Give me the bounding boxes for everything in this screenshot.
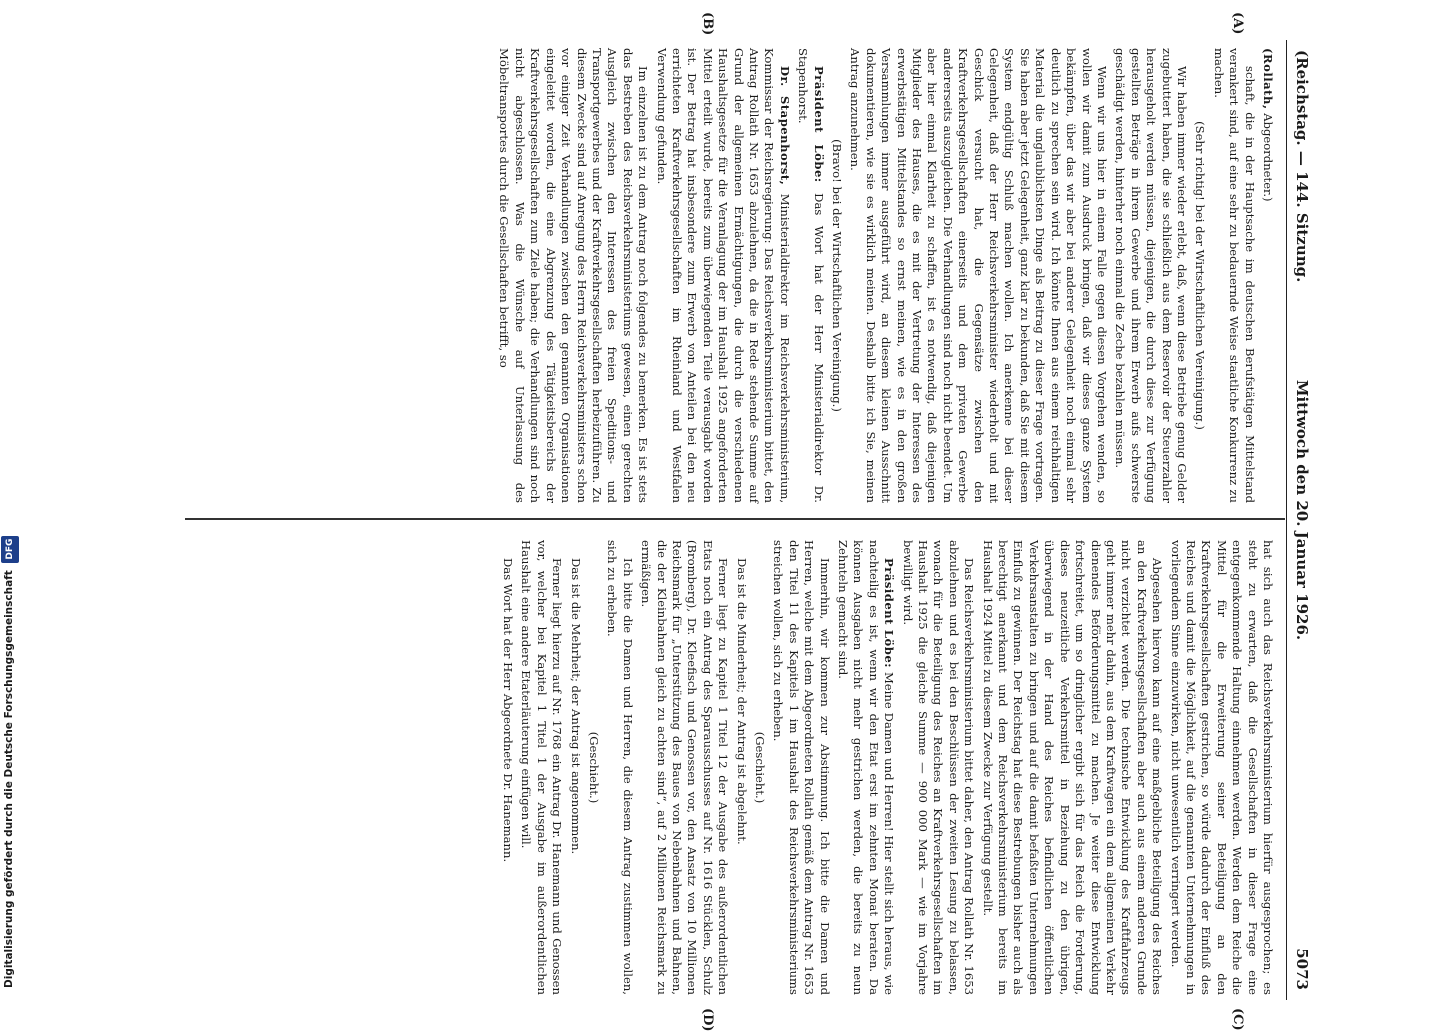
credit-text: Digitalisierung gefördert durch die Deutsche Forschungsgemeinschaft xyxy=(3,570,15,988)
body-paragraph: schaft, die in der Hauptsache im deutschen Berufstätigen Mittelstand verankert sind, auf eine sehr zu bedauernde Weise staatliche Konkurrenz zu machen. xyxy=(1211,48,1257,503)
margin-mark-c: (C) xyxy=(1230,1008,1245,1031)
body-paragraph: hat sich auch das Reichsverkehrsministerium hierfür ausgesprochen; es steht zu erwarten, daß die Gesellschaften in dieser Frage eine entgegenkommende Haltung einnehmen werden. Werden dem Reiche die Mittel für die Erweiterung seiner Beteiligung an den Kraftverkehrsgesellschaften gestrichen, so würde dadurch der Einfluß des Reiches und damit die Möglichkeit, auf die genannten Unternehmungen in vorliegendem Sinne einzuwirken, nicht unwesentlich verringert werden. xyxy=(1168,540,1275,995)
speech-text: Das Wort hat der Herr Ministerialdirektor Dr. Stapenhorst. xyxy=(796,48,826,503)
speech-paragraph xyxy=(653,48,792,503)
body-paragraph: Im einzelnen ist zu dem Antrag noch folgendes zu bemerken. Es ist stets das Bestreben des Reichsverkehrsministeriums gewesen, einen gerechten Ausgleich zwischen den Interessen des freien Speditions- und Transportgewerbes und der Kraftverkehrsgesellschaften herbeizuführen. Zu diesem Zwecke sind auf Anregung des Herrn Reichsverkehrsministers schon vor einiger Zeit Verhandlungen zwischen den genannten Organisationen eingeleitet worden, die eine Abgrenzung des Tätigkeitsbereichs der Kraftverkehrsgesellschaften zum Ziele haben; die Verhandlungen sind noch nicht abgeschlossen. Was die Wünsche auf Unterlassung des Möbeltransportes durch die Gesellschaften betrifft, so xyxy=(497,48,651,503)
body-paragraph: Das ist die Minderheit; der Antrag ist abgelehnt. xyxy=(734,558,749,845)
body-paragraph: Ferner liegt hierzu auf Nr. 1768 ein Antrag Dr. Hanemann und Genossen vor, welcher bei Kapitel 1 Titel 1 der Ausgabe im außerordentlichen Haushalt eine andere Etaterläuterung einfügen will. xyxy=(519,540,565,995)
stage-direction: (Sehr richtig! bei der Wirtschaftlichen Vereinigung.) xyxy=(1193,121,1208,430)
speech-text: Ministerialdirektor im Reichsverkehrsministerium, Kommissar der Reichsregierung: Das Reichsverkehrsministerium bittet, den Antrag Rollath Nr. 1653 abzulehnen, da die in Rede stehende Summe auf Grund der allgemeinen Ermächtigungen, die durch die verschiedenen Haushaltsgesetze für die Veranlagung der im Haushalt 1925 angeforderten Mittel erteilt wurde, bereits zum überwiegenden Teile verausgabt worden ist. Der Betrag hat insbesondere zum Erwerb von Anteilen bei den neu errichteten Kraftverkehrsgesellschaften im Rheinland und Westfalen Verwendung gefunden. xyxy=(654,48,792,504)
speech-text: Meine Damen und Herren! Hier stellt sich heraus, wie nachteilig es ist, wenn wir den Etat erst im zehnten Monat beraten. Da können Ausgaben nicht mehr gestrichen werden, die bereits zu neun Zehnteln gemacht sind. xyxy=(836,540,897,995)
margin-mark-a: (A) xyxy=(1230,12,1245,35)
speech-paragraph xyxy=(835,540,897,995)
body-paragraph: Das ist die Mehrheit; der Antrag ist angenommen. xyxy=(568,558,583,855)
stage-direction: (Geschieht.) xyxy=(753,731,767,804)
header-left: (Reichstag. — 144. Sitzung. xyxy=(1293,50,1311,283)
speaker-name: Präsident Löbe: xyxy=(882,558,897,668)
body-paragraph: Das Wort hat der Herr Abgeordnete Dr. Hanemann. xyxy=(500,558,515,863)
margin-mark-b: (B) xyxy=(700,12,715,36)
speech-paragraph xyxy=(1260,48,1275,503)
body-paragraph: Ich bitte die Damen und Herren, die diesem Antrag zustimmen wollen, sich zu erheben. xyxy=(605,540,635,995)
speaker-name: Präsident Löbe: xyxy=(811,66,826,183)
body-paragraph: Immerhin, wir kommen zur Abstimmung. Ich bitte die Damen und Herren, welche mit dem Abgeordneten Rollath gemäß dem Antrag Nr. 1653 den Titel 11 des Kapitels 1 im Haushalt des Reichsverkehrsministeriums streichen wollen, sich zu erheben. xyxy=(771,540,832,995)
body-paragraph: Abgesehen hiervon kann auf eine maßgebliche Beteiligung des Reiches an den Kraftverkehrsgesellschaften aber auch aus einem anderen Grunde nicht verzichtet werden. Die technische Entwicklung des Kraftfahrzeugs geht immer mehr dahin, aus dem Kraftwagen ein dem allgemeinen Verkehr dienendes Beförderungsmittel zu machen. Je weiter diese Entwicklung fortschreitet, um so dringlicher ergibt sich für das Reich die Forderung, dieses neuzeitliche Verkehrsmittel in Beziehung zu den übrigen, überwiegend in der Hand des Reiches befindlichen öffentlichen Verkehrsanstalten zu bringen und auf die damit befaßten Unternehmungen Einfluß zu gewinnen. Der Reichstag hat diese Bestrebungen bisher auch als berechtigt anerkannt und dem Reichsverkehrsministerium bereits im Haushalt 1924 Mittel zu diesem Zwecke zur Verfügung gestellt. xyxy=(980,540,1165,995)
margin-mark-d: (D) xyxy=(700,1008,715,1032)
stage-direction: (Geschieht.) xyxy=(586,731,601,804)
speaker-name: Dr. Stapenhorst, xyxy=(777,66,792,186)
dfg-logo-icon: DFG xyxy=(1,536,19,563)
left-column xyxy=(493,48,1275,503)
scanned-page xyxy=(135,12,1315,1032)
digitization-credit xyxy=(0,0,20,1000)
stage-direction: (Bravo! bei der Wirtschaftlichen Vereinigung.) xyxy=(830,139,845,412)
body-paragraph: Wenn wir uns hier in einem Falle gegen diesen Vorgehen wenden, so wollen wir damit zum Ausdruck bringen, daß wir dieses ganze System bekämpfen, über das wir aber bei anderer Gelegenheit noch einmal sehr deutlich zu sprechen sein wird. Ich könnte Ihnen aus einem reichhaltigen Material die unglaublichsten Dinge als Beitrag zu dieser Frage vortragen. Sie haben aber jetzt Gelegenheit, ganz klar zu bekunden, daß Sie mit diesem System endgültig Schluß machen wollen. Ich anerkenne bei dieser Gelegenheit, daß der Herr Reichsverkehrsminister wiederholt und mit Geschick versucht hat, die Gegensätze zwischen den Kraftverkehrsgesellschaften einerseits und dem privaten Gewerbe andererseits auszugleichen. Die Verhandlungen sind noch nicht beendet. Um aber hier einmal Klarheit zu schaffen, ist es notwendig, daß diejenigen Mitglieder des Hauses, die es mit der Vertretung der Interessen des erwerbstätigen Mittelstandes so ernst meinen, wie es in den großen Versammlungen immer ausgeführt wird, an diesem kleinen Ausschnitt dokumentieren, wie sie es wirklich meinen. Deshalb bitte ich Sie, meinen Antrag anzunehmen. xyxy=(848,48,1109,503)
page-number: 5073 xyxy=(1293,948,1311,990)
column-divider xyxy=(185,518,1285,520)
speech-paragraph xyxy=(795,48,826,503)
right-column xyxy=(497,540,1276,995)
body-paragraph: Ferner liegt zu Kapitel 1 Titel 12 der Ausgabe des außerordentlichen Etats noch ein Antrag des Sparausschusses auf Nr. 1616 Stücklen, Schulz (Bromberg), Dr. Kleefisch und Genossen vor, den Ansatz von 10 Millionen Reichsmark für „Unterstützung des Baues von Nebenbahnen und Bahnen, die der Kleinbahnen gleich zu achten sind“, auf 2 Millionen Reichsmark zu ermäßigen. xyxy=(639,540,731,995)
speech-text: Abgeordneter.) xyxy=(1261,113,1275,202)
body-paragraph: Das Reichsverkehrsministerium bittet daher, den Antrag Rollath Nr. 1653 abzulehnen und es bei den Beschlüssen der zweiten Lesung zu belassen, wonach für die Beteiligung des Reiches an Kraftverkehrsgesellschaften im Haushalt 1925 die gleiche Summe — 900 000 Mark — wie im Vorjahre bewilligt wird. xyxy=(900,540,977,995)
body-paragraph: Wir haben immer wieder erlebt, daß, wenn diese Betriebe genug Gelder zugebuttert haben, die sie schließlich aus dem Reservoir der Steuerzahler herausgeholt werden müssen, diejenigen, die durch diese zur Verfügung gestellten Beträge in ihrem Gewerbe und ihrem Erwerb aufs schwerste geschädigt werden, hinterher noch einmal die Zeche bezahlen müssen. xyxy=(1113,48,1189,503)
header-date: Mittwoch den 20. Januar 1926. xyxy=(1293,379,1311,641)
speaker-name: (Rollath, xyxy=(1261,48,1275,110)
page-header xyxy=(1286,40,1315,1000)
